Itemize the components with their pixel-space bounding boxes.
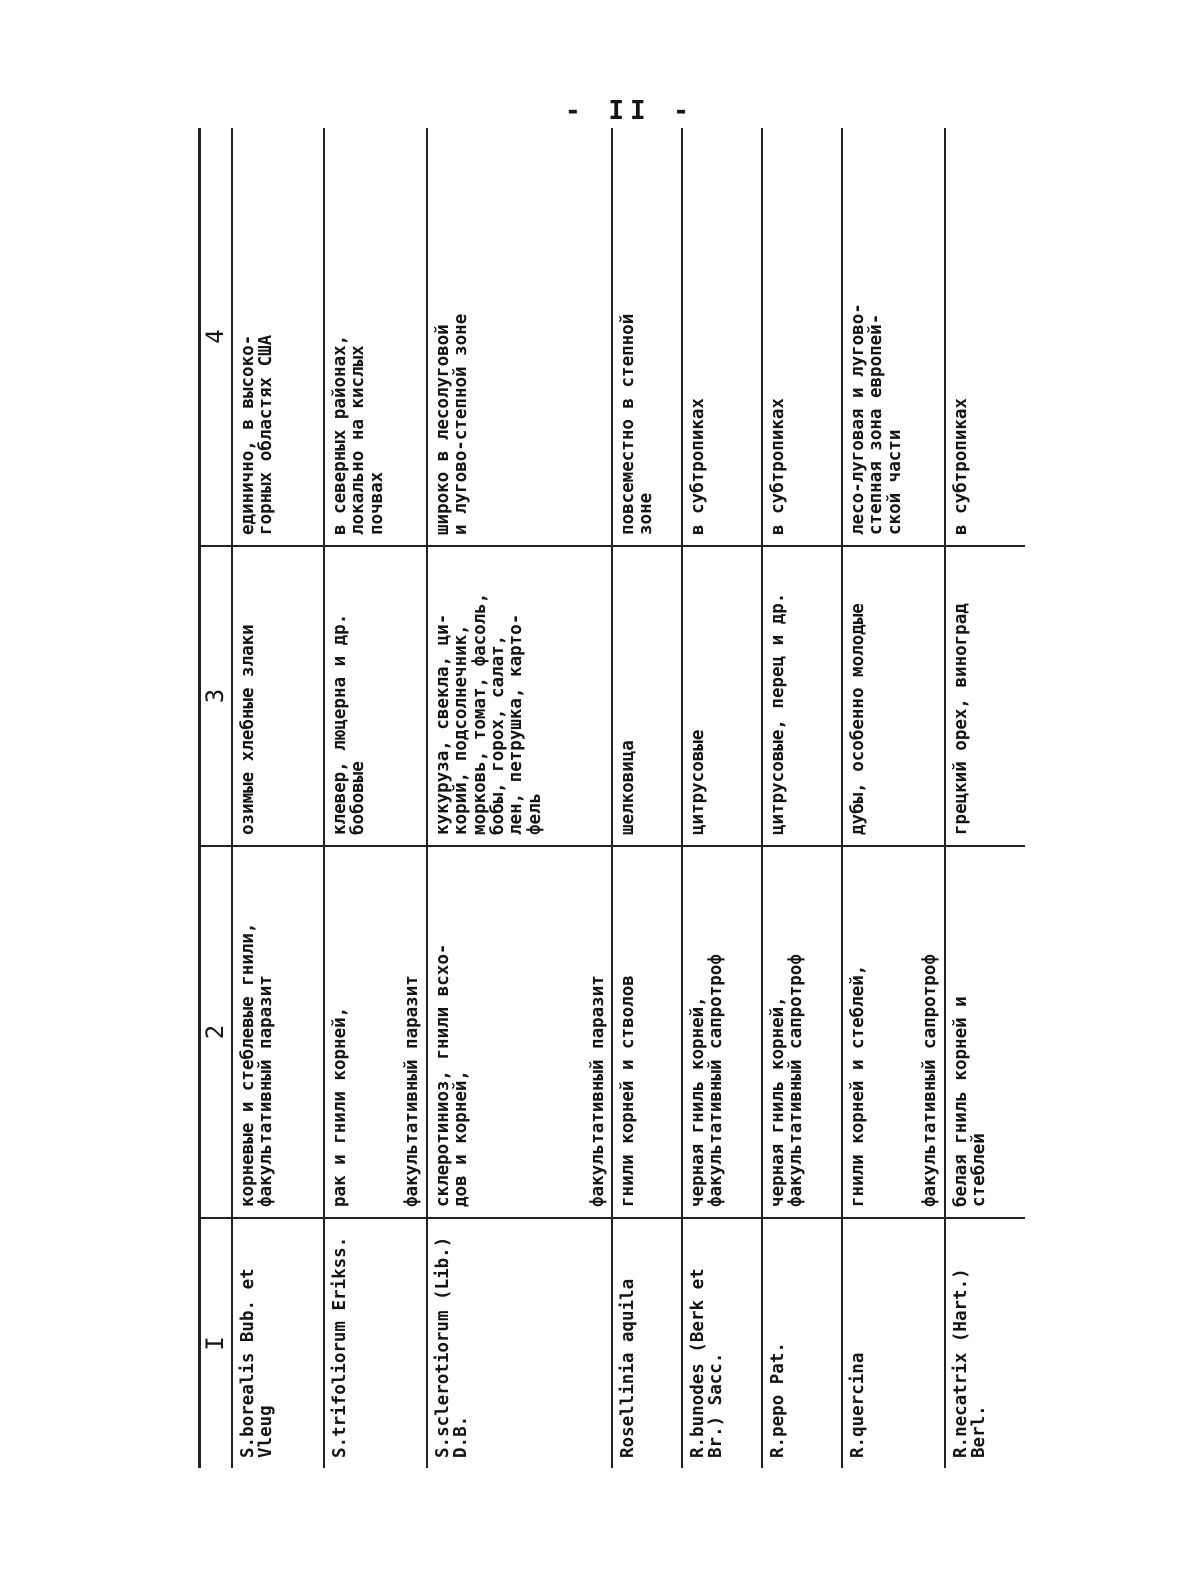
disease-cell: гнили корней и стволов (612, 846, 682, 1218)
disease-cell: корневые и стеблевые гнили, факультативный паразит (232, 846, 324, 1218)
distribution-cell: лесо-луговая и лугово- степная зона европей- ской части (842, 128, 945, 546)
host-cell: озимые хлебные злаки (232, 546, 324, 846)
distribution-cell: в северных районах, локально на кислых почвах (324, 128, 427, 546)
distribution-cell: в субтропиках (762, 128, 842, 546)
species-cell: Rosellinia aquila (617, 1278, 638, 1458)
table-row (427, 128, 612, 1468)
host-cell: дубы, особенно молодые (842, 546, 945, 846)
distribution-cell: в субтропиках (682, 128, 762, 546)
disease-cell: черная гниль корней, факультативный сапротроф (762, 846, 842, 1218)
species-cell: S.trifoliorum Erikss. (330, 1236, 350, 1458)
distribution-cell: в субтропиках (945, 128, 1025, 546)
host-cell: клевер, люцерна и др. бобовые (324, 546, 427, 846)
disease-cell: склеротиниоз, гнили всхо- дов и корней, факультативный паразит (427, 846, 612, 1218)
host-cell: цитрусовые, перец и др. (762, 546, 842, 846)
disease-cell: черная гниль корней, факультативный сапротроф (682, 846, 762, 1218)
table-row (682, 128, 762, 1468)
rotated-table-container (198, 128, 1013, 1468)
host-cell: грецкий орех, виноград (945, 546, 1025, 846)
species-cell: S.borealis Bub. et Vleug (238, 1268, 277, 1458)
species-cell: R.necatrix (Hart.) Berl. (950, 1268, 989, 1458)
table-row (762, 128, 842, 1468)
table-row (232, 128, 324, 1468)
table-header-row (200, 128, 233, 1468)
column-header-1: I (200, 1218, 233, 1468)
disease-cell: рак и гнили корней, факультативный паразит (324, 846, 427, 1218)
table-row (842, 128, 945, 1468)
host-cell: цитрусовые (682, 546, 762, 846)
species-cell: R.quercina (847, 1352, 868, 1458)
host-cell: шелковица (612, 546, 682, 846)
pathogen-table (198, 128, 1025, 1468)
table-row (612, 128, 682, 1468)
column-header-4: 4 (200, 128, 233, 546)
table-row (945, 128, 1025, 1468)
column-header-3: 3 (200, 546, 233, 846)
distribution-cell: повсеместно в степной зоне (612, 128, 682, 546)
species-cell: S.sclerotiorum (Lib.) D.B. (432, 1236, 472, 1458)
species-cell: R.bunodes (Berk et Br.) Sacc. (687, 1268, 727, 1458)
distribution-cell: единично, в высоко- горных областях США (232, 128, 324, 546)
page-number: - II - (565, 96, 695, 126)
disease-cell: гнили корней и стеблей, факультативный сапротроф (842, 846, 945, 1218)
host-cell: кукуруза, свекла, ци- корий, подсолнечник, морковь, томат, фасоль, бобы, горох, салат, лен, петрушка, карто- фель (427, 546, 612, 846)
column-header-2: 2 (200, 846, 233, 1218)
distribution-cell: широко в лесолуговой и лугово-степной зоне (427, 128, 612, 546)
disease-cell: белая гниль корней и стеблей (945, 846, 1025, 1218)
table-row (324, 128, 427, 1468)
species-cell: R.pepo Pat. (767, 1342, 788, 1458)
